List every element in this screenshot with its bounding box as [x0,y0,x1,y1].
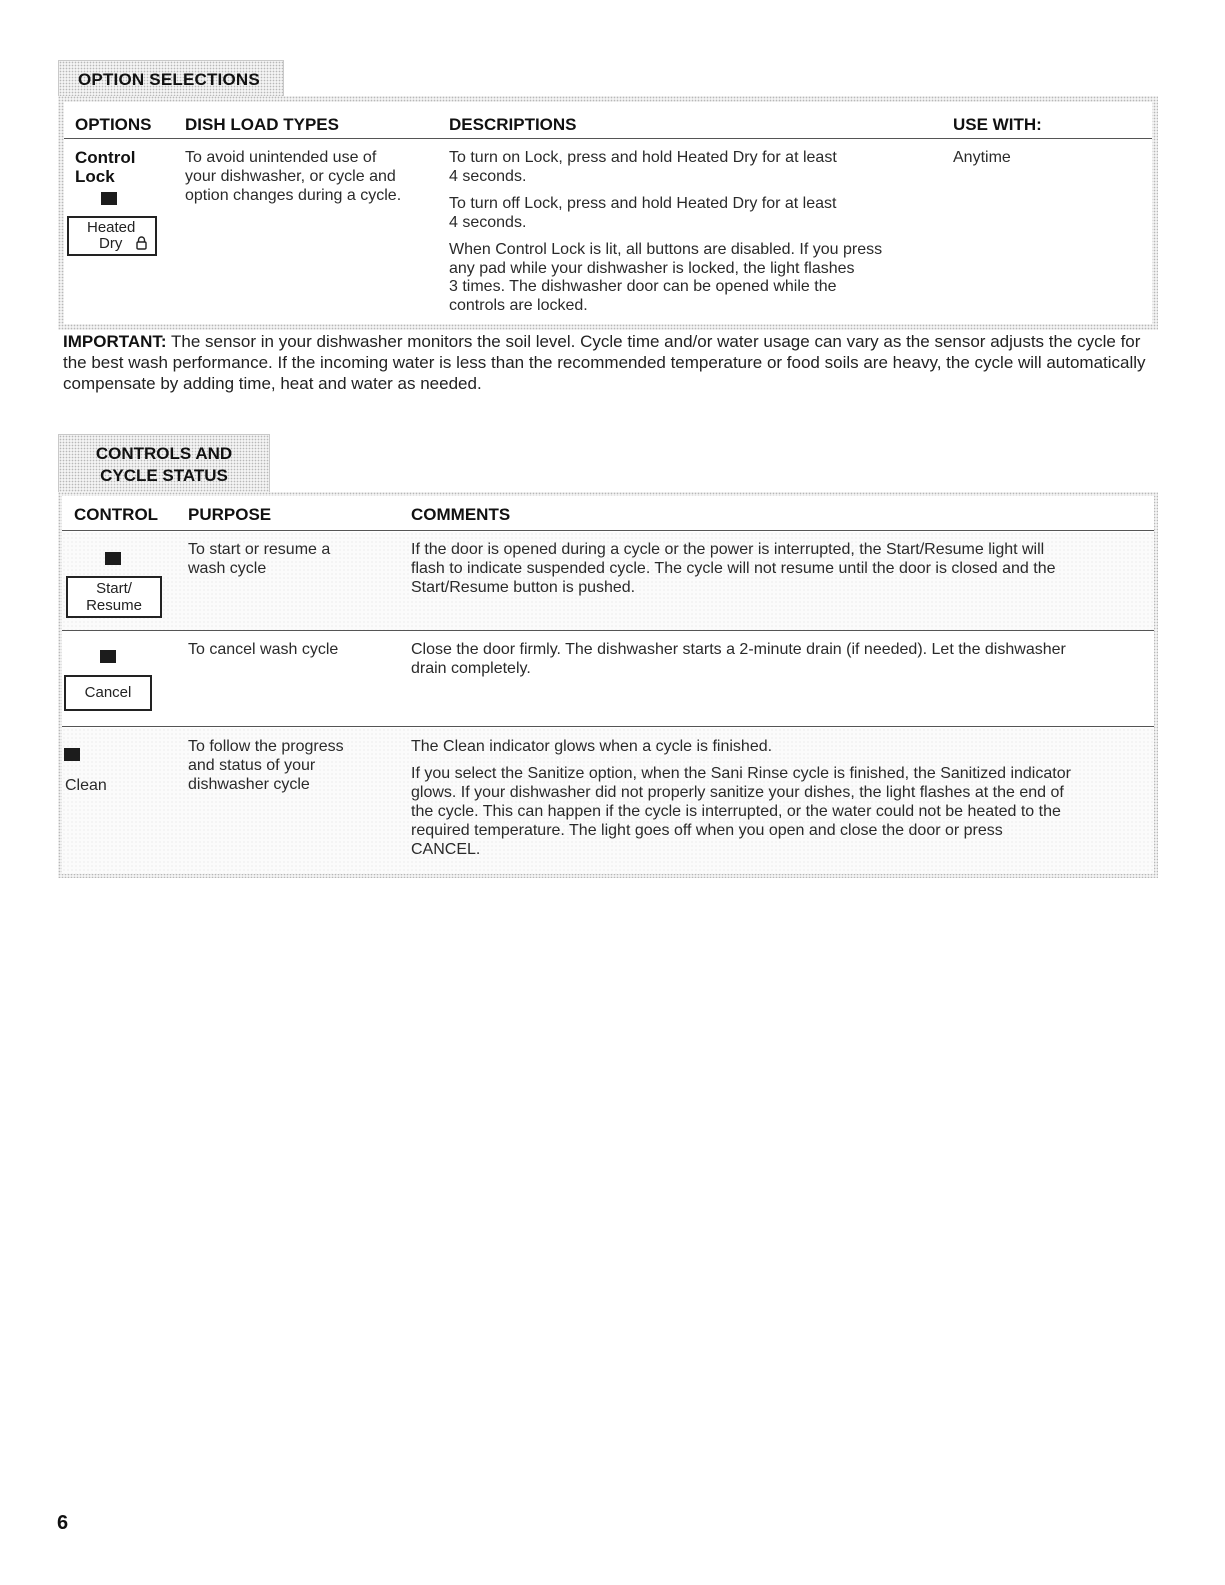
row-divider-2 [62,726,1154,727]
cancel-purpose-line1: To cancel wash cycle [188,641,339,658]
dish-load-line-2: your dishwasher, or cycle and [185,168,396,185]
dish-load-line-1: To avoid unintended use of [185,149,377,166]
cancel-button[interactable] [64,675,152,711]
start-resume-indicator-light [105,552,121,565]
description-p2-line2: 4 seconds. [449,214,527,231]
clean-purpose-line1: To follow the progress [188,738,344,755]
dish-load-line-3: option changes during a cycle. [185,187,402,204]
option-selections-body [64,102,1152,324]
description-p3-line1: When Control Lock is lit, all buttons are disabled. If you press [449,241,883,258]
heated-dry-button-label-line2: Dry [99,235,123,252]
row-divider-1 [62,630,1154,631]
option-selections-table [58,96,1158,330]
clean-comment-p2-line3: the cycle. This can happen if the cycle is interrupted, or the water could not be heated to the [411,803,1061,820]
description-p3-line2: any pad while your dishwasher is locked, the light flashes [449,260,855,277]
option-name-line2: Lock [75,167,115,186]
header-options: OPTIONS [75,115,152,134]
description-p3-line3: 3 times. The dishwasher door can be opened while the [449,278,837,295]
clean-comment-p2-line1: If you select the Sanitize option, when the Sani Rinse cycle is finished, the Sanitized indicator [411,765,1071,782]
description-p1-line1: To turn on Lock, press and hold Heated Dry for at least [449,149,837,166]
start-comment-line2: flash to indicate suspended cycle. The cycle will not resume until the door is closed and the [411,560,1056,577]
header-rule [64,138,1152,139]
important-note [63,331,1153,394]
clean-comment-p2-line2: glows. If your dishwasher did not properly sanitize your dishes, the light flashes at the end of [411,784,1064,801]
clean-indicator-light [64,748,80,761]
clean-comment-p2-line5: CANCEL. [411,841,481,858]
important-text: The sensor in your dishwasher monitors the soil level. Cycle time and/or water usage can vary as the sensor adjusts the cycle for the best wash performance. If the incoming water is less than the recommended temperature or food soils are heavy, the cycle will automatically compensate by adding time, heat and water as needed. [63,332,1146,393]
header-comments: COMMENTS [411,505,511,524]
control-lock-indicator-light [101,192,117,205]
clean-indicator-label: Clean [65,777,107,794]
header-purpose: PURPOSE [188,505,272,524]
clean-comment-p2-line4: required temperature. The light goes off when you open and close the door or press [411,822,1003,839]
start-resume-button[interactable] [66,576,162,618]
start-resume-label-line1: Start/ [96,580,132,597]
start-purpose-line1: To start or resume a [188,541,331,558]
page-number: 6 [57,1512,69,1534]
clean-purpose-line2: and status of your [188,757,316,774]
cancel-comment-line2: drain completely. [411,660,531,677]
controls-tab-line2: CYCLE STATUS [100,466,228,485]
option-selections-tab [58,60,284,97]
start-resume-label-line2: Resume [86,597,142,614]
header-control: CONTROL [74,505,159,524]
clean-comment-p1: The Clean indicator glows when a cycle is finished. [411,738,773,755]
cancel-comment-line1: Close the door firmly. The dishwasher starts a 2-minute drain (if needed). Let the dishwasher [411,641,1066,658]
header-use-with: USE WITH: [953,115,1042,134]
description-p1-line2: 4 seconds. [449,168,527,185]
start-comment-line1: If the door is opened during a cycle or the power is interrupted, the Start/Resume light will [411,541,1045,558]
clean-purpose-line3: dishwasher cycle [188,776,310,793]
lock-icon [136,236,147,250]
description-p2-line1: To turn off Lock, press and hold Heated Dry for at least [449,195,837,212]
header-descriptions: DESCRIPTIONS [449,115,577,134]
important-label: IMPORTANT: [63,332,167,351]
description-p3-line4: controls are locked. [449,297,588,314]
start-purpose-line2: wash cycle [188,560,267,577]
cancel-indicator-light [100,650,116,663]
controls-header-rule [62,530,1154,531]
controls-table-body [62,496,1154,874]
option-name-line1: Control [75,148,136,167]
controls-tab-line1: CONTROLS AND [95,444,233,463]
heated-dry-button-label-line1: Heated [87,219,136,236]
controls-cycle-status-tab [58,434,270,493]
controls-table [58,492,1158,878]
header-dish-load-types: DISH LOAD TYPES [185,115,339,134]
use-with-value: Anytime [953,149,1011,166]
cancel-button-label: Cancel [84,684,132,701]
option-selections-title: OPTION SELECTIONS [78,70,260,89]
heated-dry-button[interactable] [67,216,157,256]
start-comment-line3: Start/Resume button is pushed. [411,579,636,596]
